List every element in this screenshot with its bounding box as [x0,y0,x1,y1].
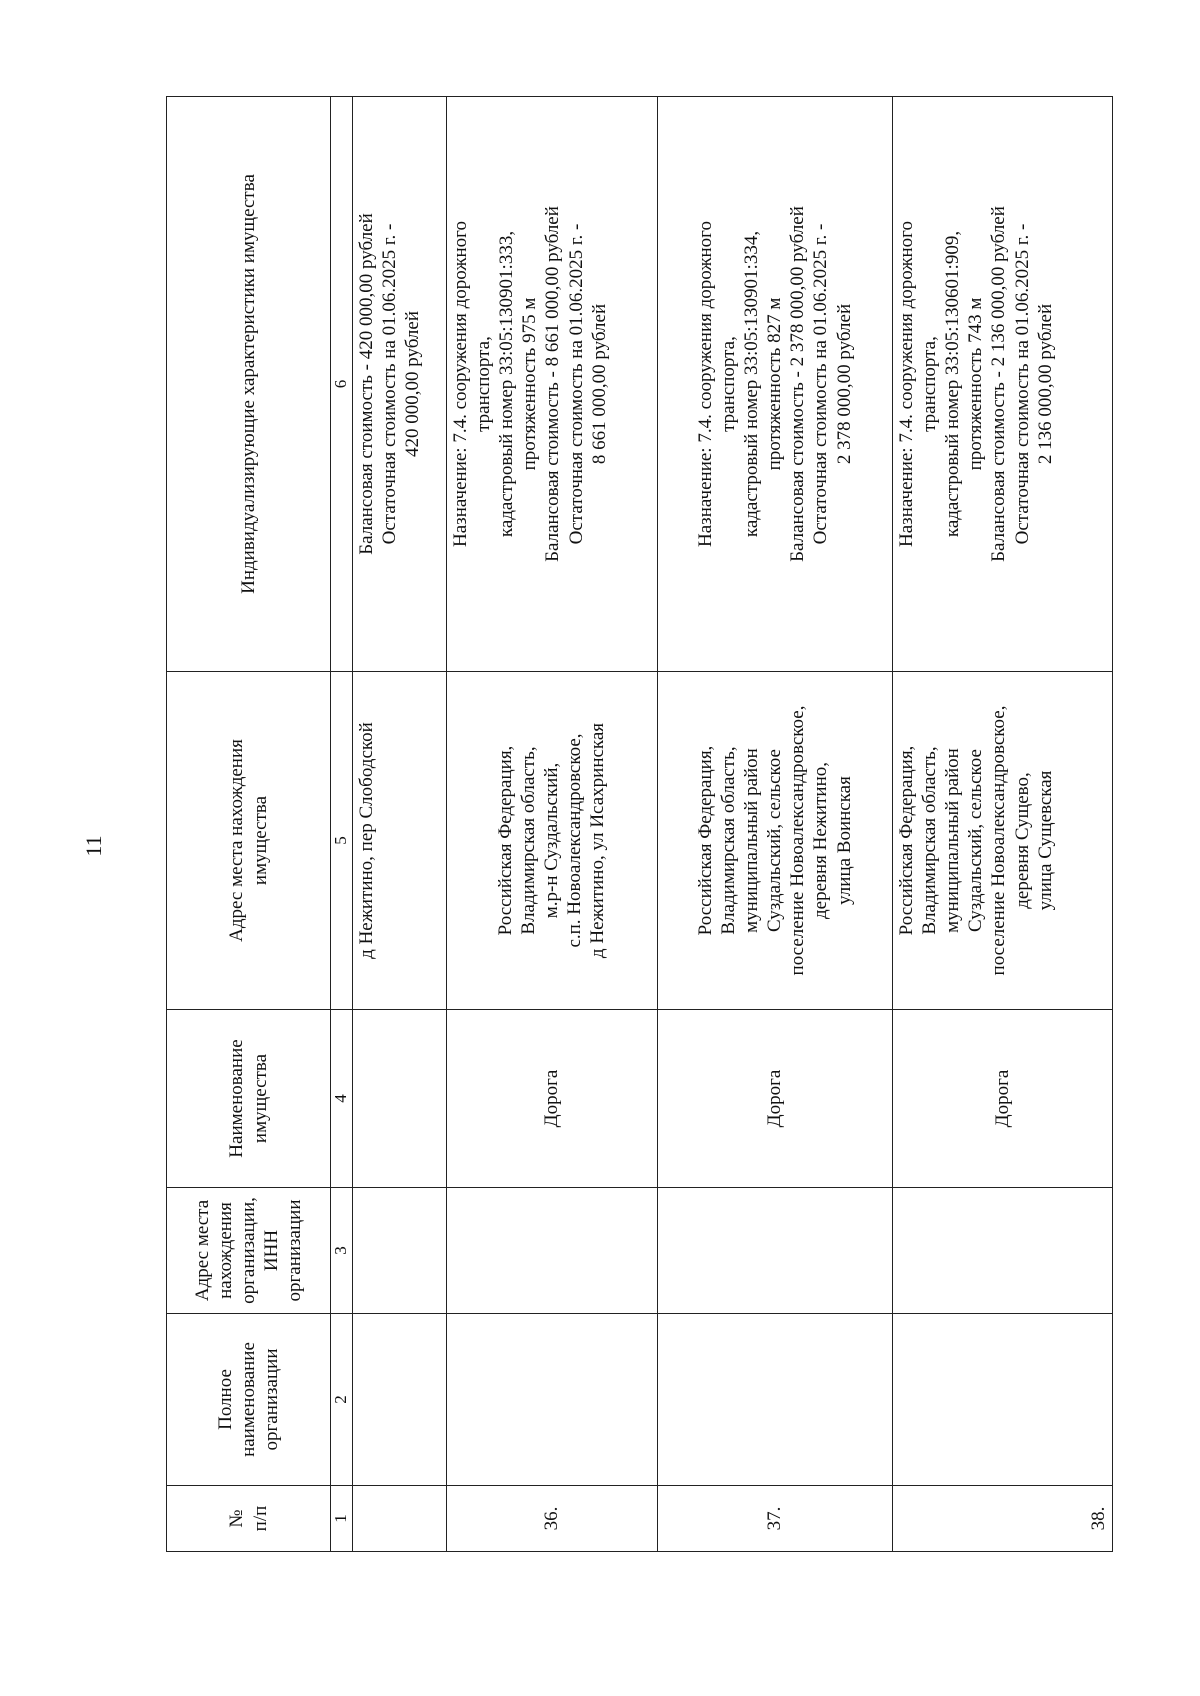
org-address [446,1188,657,1314]
property-address: д Нежитино, пер Слободской [352,672,446,1010]
org-name [657,1314,892,1486]
header-org-name: Полное наименование организации [167,1314,331,1486]
header-characteristics: Индивидуализирующие характеристики имущества [167,97,331,672]
column-number: 6 [331,97,353,672]
property-address: Российская Федерация, Владимирская область, муниципальный район Суздальский, сельское поселение Новоалександровское, деревня Нежитино, улица Воинская [657,672,892,1010]
property-address: Российская Федерация, Владимирская область, м.р-н Суздальский, с.п. Новоалександровское, д Нежитино, ул Исахринская [446,672,657,1010]
rotated-table-container [166,97,1110,1552]
column-number: 4 [331,1010,353,1188]
header-property-address: Адрес места нахождения имущества [167,672,331,1010]
row-number: 38. [892,1486,1112,1552]
property-characteristics: Назначение: 7.4. сооружения дорожного транспорта, кадастровый номер 33:05:130601:909, протяженность 743 м Балансовая стоимость - 2 136 000,00 рублей Остаточная стоимость на 01.06.2025 г. - 2 136 000,00 рублей [892,97,1112,672]
table-row [352,97,446,1552]
org-address [892,1188,1112,1314]
property-name: Дорога [446,1010,657,1188]
table-row [892,97,1112,1552]
property-name: Дорога [892,1010,1112,1188]
property-characteristics: Назначение: 7.4. сооружения дорожного транспорта, кадастровый номер 33:05:130901:334, протяженность 827 м Балансовая стоимость - 2 378 000,00 рублей Остаточная стоимость на 01.06.2025 г. - 2 378 000,00 рублей [657,97,892,672]
header-org-address: Адрес места нахождения организации, ИНН организации [167,1188,331,1314]
org-name [352,1314,446,1486]
row-number: 36. [446,1486,657,1552]
org-name [892,1314,1112,1486]
column-number: 5 [331,672,353,1010]
property-registry-table [166,96,1113,1552]
column-number: 3 [331,1188,353,1314]
row-number: 37. [657,1486,892,1552]
property-address: Российская Федерация, Владимирская область, муниципальный район Суздальский, сельское поселение Новоалександровское, деревня Сущево, улица Сущевская [892,672,1112,1010]
org-address [352,1188,446,1314]
property-name [352,1010,446,1188]
table-row [446,97,657,1552]
header-number: № п/п [167,1486,331,1552]
table-row [657,97,892,1552]
page-number: 11 [81,835,106,857]
header-property-name: Наименование имущества [167,1010,331,1188]
property-characteristics: Балансовая стоимость - 420 000,00 рублей Остаточная стоимость на 01.06.2025 г. - 420 000,00 рублей [352,97,446,672]
column-number: 2 [331,1314,353,1486]
property-name: Дорога [657,1010,892,1188]
org-name [446,1314,657,1486]
column-number: 1 [331,1486,353,1552]
row-number [352,1486,446,1552]
org-address [657,1188,892,1314]
property-characteristics: Назначение: 7.4. сооружения дорожного транспорта, кадастровый номер 33:05:130901:333, протяженность 975 м Балансовая стоимость - 8 661 000,00 рублей Остаточная стоимость на 01.06.2025 г. - 8 661 000,00 рублей [446,97,657,672]
column-number-row [331,97,353,1552]
table-header-row [167,97,331,1552]
